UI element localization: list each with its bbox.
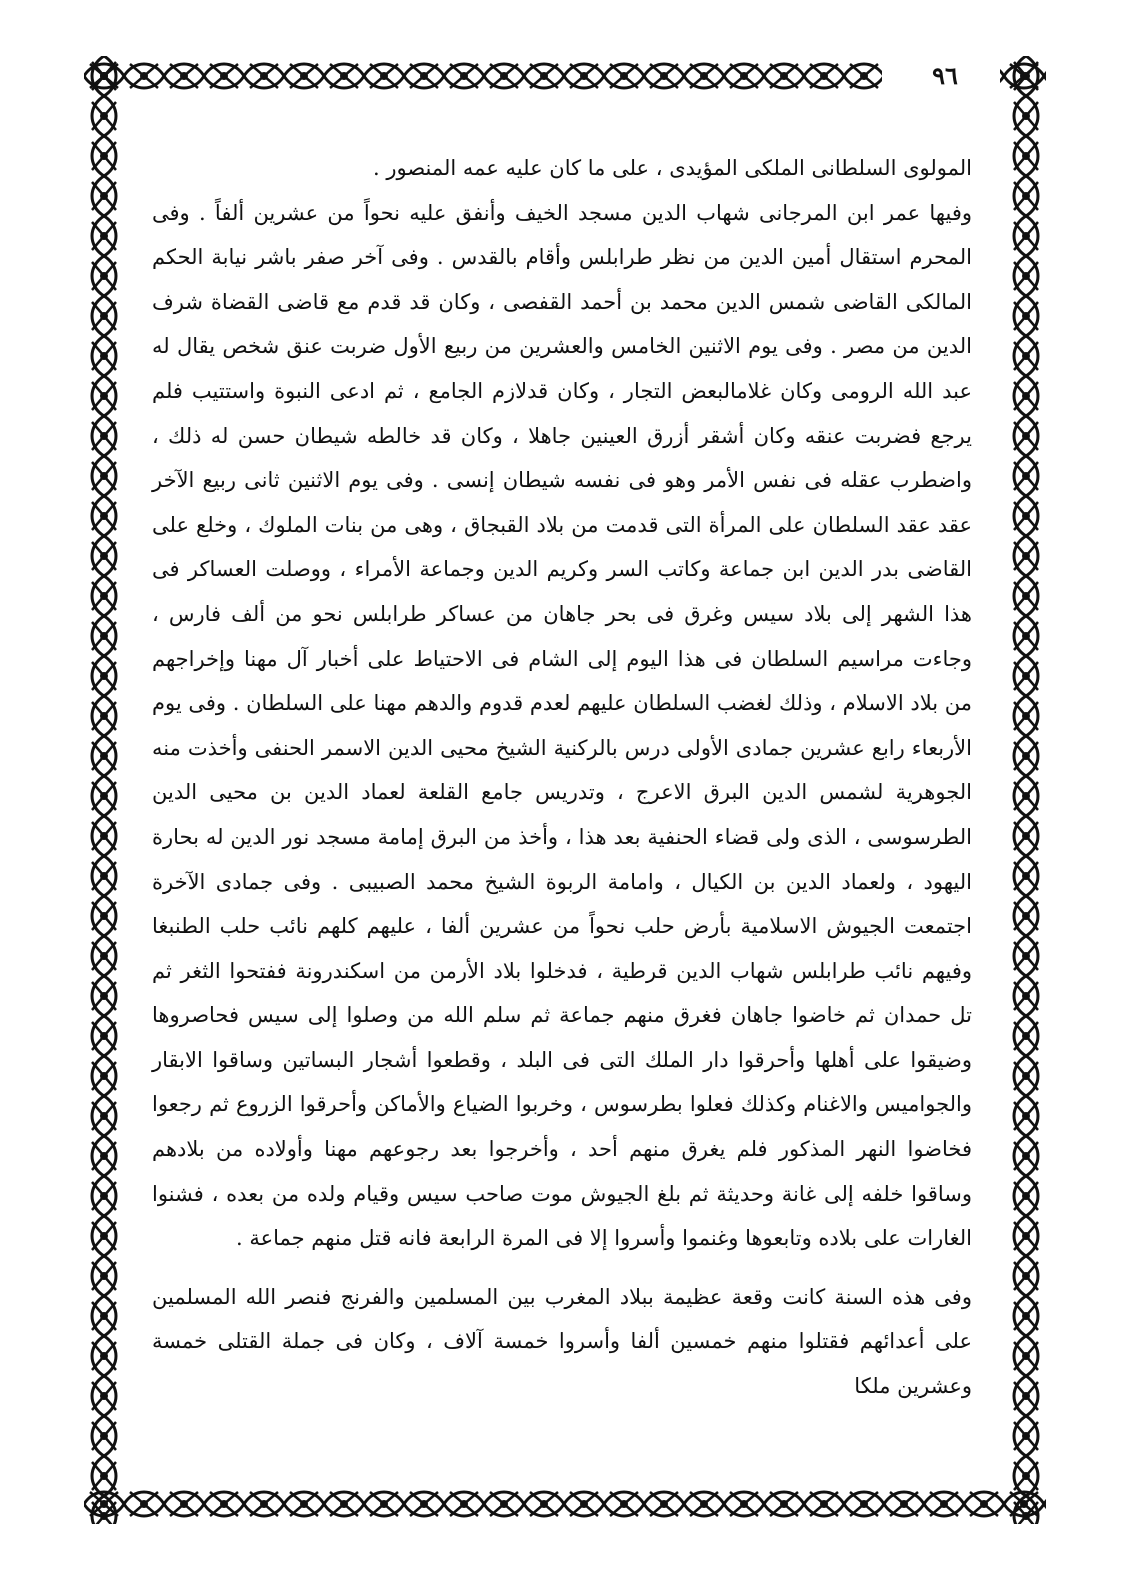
paragraph: المولوى السلطانى الملكى المؤيدى ، على ما كان عليه عمه المنصور . [372,156,972,180]
page-number: ٩٦ [932,61,958,90]
ornamental-border-right [1006,56,1046,1524]
ornamental-border-left [84,56,124,1524]
ornamental-border-bottom [84,1484,1046,1524]
paragraph: وفيها عمر ابن المرجانى شهاب الدين مسجد الخيف وأنفق عليه نحواً من عشرين ألفاً . وفى المحرم استقال أمين الدين من نظر طرابلس وأقام بالقدس . وفى آخر صفر باشر نيابة الحكم المالكى القاضى شمس الدين محمد بن أحمد القفصى ، وكان قد قدم مع قاضى القضاة شرف الدين من مصر . وفى يوم الاثنين الخامس والعشرين من ربيع الأول ضربت عنق شخص يقال له عبد الله الرومى وكان غلامالبعض التجار ، وكان قدلازم الجامع ، ثم ادعى النبوة واستتيب فلم يرجع فضربت عنقه وكان أشقر أزرق العينين جاهلا ، وكان قد خالطه شيطان حسن له ذلك ، واضطرب عقله فى نفس الأمر وهو فى نفسه شيطان إنسى . وفى يوم الاثنين ثانى ربيع الآخر عقد عقد السلطان على المرأة التى قدمت من بلاد القبجاق ، وهى من بنات الملوك ، وخلع على القاضى بدر الدين ابن جماعة وكاتب السر وكريم الدين وجماعة الأمراء ، ووصلت العساكر فى هذا الشهر إلى بلاد سيس وغرق فى بحر جاهان من عساكر طرابلس نحو من ألف فارس ، وجاءت مراسيم السلطان فى هذا اليوم إلى الشام فى الاحتياط على أخبار آل مهنا وإخراجهم من بلاد الاسلام ، وذلك لغضب السلطان عليهم لعدم قدوم والدهم مهنا على السلطان . وفى يوم الأربعاء رابع عشرين جمادى الأولى درس بالركنية الشيخ محيى الدين الاسمر الحنفى وأخذت منه الجوهرية لشمس الدين البرق الاعرج ، وتدريس جامع القلعة لعماد الدين بن محيى الدين الطرسوسى ، الذى ولى قضاء الحنفية بعد هذا ، وأخذ من البرق إمامة مسجد نور الدين له بحارة اليهود ، ولعماد الدين بن الكيال ، وامامة الربوة الشيخ محمد الصبيبى . وفى جمادى الآخرة اجتمعت الجيوش الاسلامية بأرض حلب نحواً من عشرين ألفا ، عليهم كلهم نائب حلب الطنبغا وفيهم نائب طرابلس شهاب الدين قرطية ، فدخلوا بلاد الأرمن من اسكندرونة ففتحوا الثغر ثم تل حمدان ثم خاضوا جاهان فغرق منهم جماعة ثم سلم الله من وصلوا إلى سيس فحاصروها وضيقوا على أهلها وأحرقوا دار الملك التى فى البلد ، وقطعوا أشجار البساتين وساقوا الابقار والجواميس والاغنام وكذلك فعلوا بطرسوس ، وخربوا الضياع والأماكن وأحرقوا الزروع ثم رجعوا فخاضوا النهر المذكور فلم يغرق منهم أحد ، وأخرجوا بعد رجوعهم مهنا وأولاده من بلادهم وساقوا خلفه إلى غانة وحديثة ثم بلغ الجيوش موت صاحب سيس وقيام ولده من بعده ، فشنوا الغارات على بلاده وتابعوها وغنموا وأسروا إلا فى المرة الرابعة فانه قتل منهم جماعة . [152,200,972,1251]
paragraph: وفى هذه السنة كانت وقعة عظيمة ببلاد المغرب بين المسلمين والفرنج فنصر الله المسلمين على أعدائهم فقتلوا منهم خمسين ألفا وأسروا خمسة آلاف ، وكان فى جملة القتلى خمسة وعشرين ملكا [152,1284,972,1399]
body-text [152,146,972,1409]
